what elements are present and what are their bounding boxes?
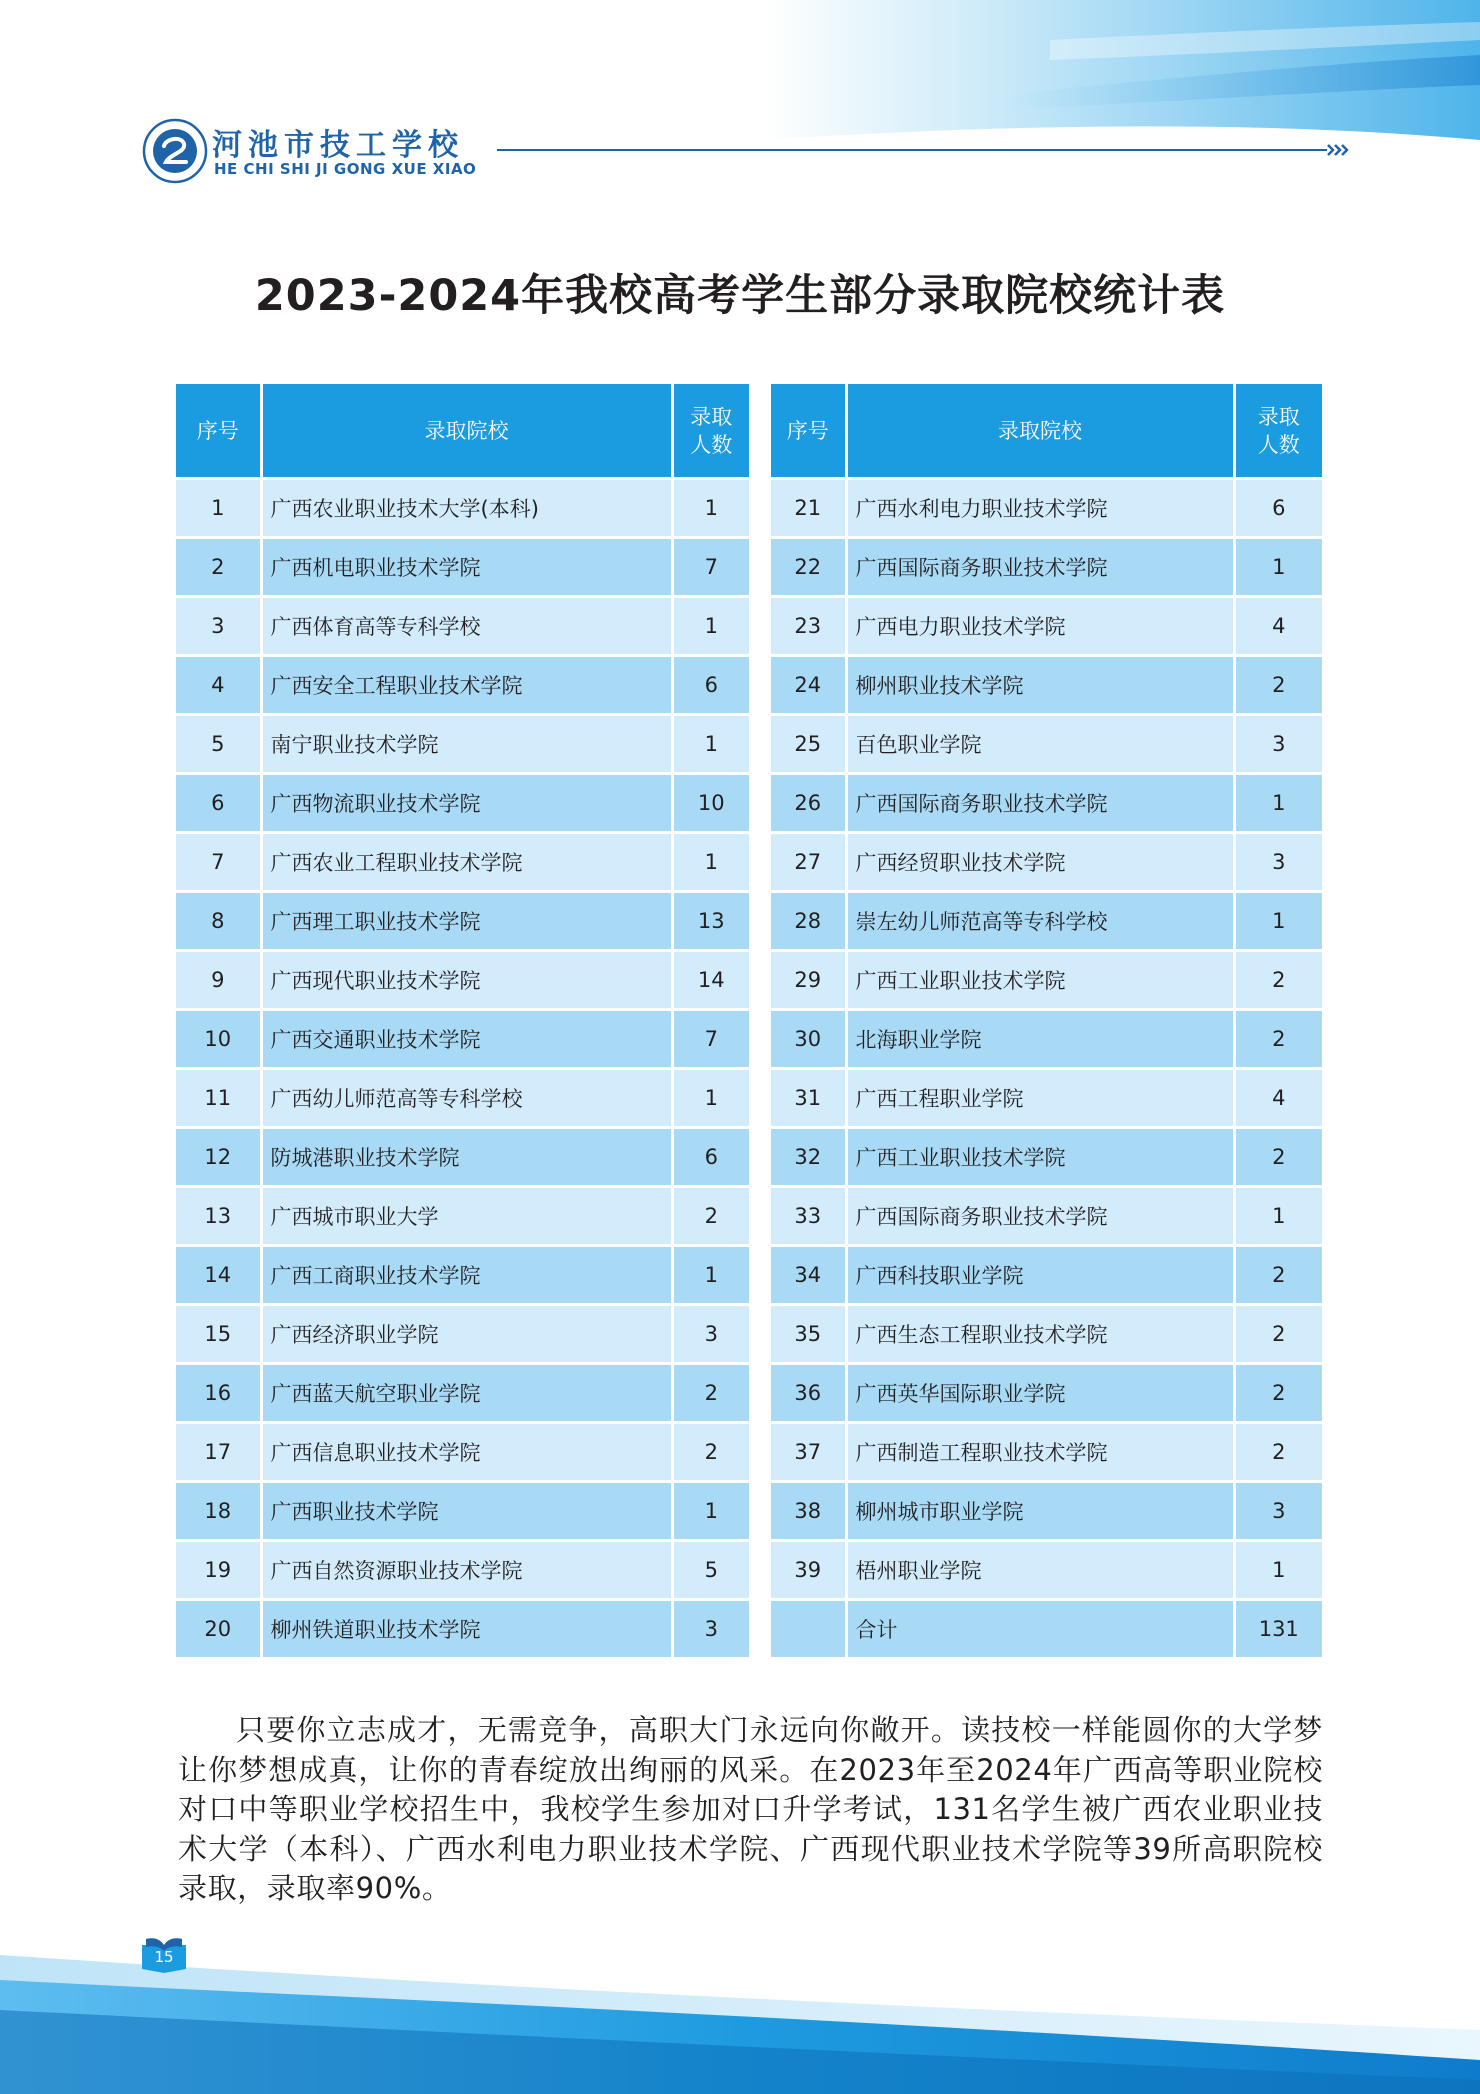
summary-paragraph — [178, 1711, 1323, 1909]
cell-count: 4 — [1234, 597, 1322, 656]
cell-school: 广西工业职业技术学院 — [846, 1128, 1234, 1187]
table-row — [771, 951, 1322, 1010]
table-row — [771, 1541, 1322, 1600]
table-row — [771, 479, 1322, 538]
cell-index: 24 — [771, 656, 846, 715]
cell-school: 广西农业工程职业技术学院 — [261, 833, 672, 892]
table-header-row — [176, 383, 749, 479]
table-row — [771, 1187, 1322, 1246]
header-index: 序号 — [176, 383, 261, 479]
cell-school: 百色职业学院 — [846, 715, 1234, 774]
cell-index: 21 — [771, 479, 846, 538]
cell-index: 9 — [176, 951, 261, 1010]
cell-school: 广西制造工程职业技术学院 — [846, 1423, 1234, 1482]
table-row — [771, 1246, 1322, 1305]
cell-index: 5 — [176, 715, 261, 774]
cell-school: 广西信息职业技术学院 — [261, 1423, 672, 1482]
cell-count: 2 — [1234, 1246, 1322, 1305]
cell-index: 27 — [771, 833, 846, 892]
summary-text: 只要你立志成才，无需竞争，高职大门永远向你敞开。读技校一样能圆你的大学梦让你梦想成真，让你的青春绽放出绚丽的风采。在2023年至2024年广西高等职业院校对口中等职业学校招生中，我校学生参加对口升学考试，131名学生被广西农业职业技术大学（本科）、广西水利电力职业技术学院、广西现代职业技术学院等39所高职院校录取，录取率90%。 — [178, 1713, 1323, 1905]
cell-school: 广西幼儿师范高等专科学校 — [261, 1069, 672, 1128]
cell-count: 1 — [672, 1069, 749, 1128]
table-row — [771, 597, 1322, 656]
cell-school: 广西安全工程职业技术学院 — [261, 656, 672, 715]
school-logo — [142, 118, 492, 184]
admission-table-right — [771, 381, 1322, 1660]
cell-school: 广西工程职业学院 — [846, 1069, 1234, 1128]
cell-count: 131 — [1234, 1600, 1322, 1659]
table-row — [771, 1482, 1322, 1541]
table-row — [176, 597, 749, 656]
cell-count: 2 — [1234, 1305, 1322, 1364]
table-row — [176, 1187, 749, 1246]
cell-index: 23 — [771, 597, 846, 656]
cell-index: 31 — [771, 1069, 846, 1128]
table-row — [771, 774, 1322, 833]
cell-count: 3 — [1234, 833, 1322, 892]
cell-count: 1 — [672, 479, 749, 538]
cell-count: 1 — [672, 833, 749, 892]
cell-school: 广西物流职业技术学院 — [261, 774, 672, 833]
table-row — [176, 479, 749, 538]
cell-index — [771, 1600, 846, 1659]
cell-count: 13 — [672, 892, 749, 951]
cell-count: 2 — [1234, 1364, 1322, 1423]
cell-index: 39 — [771, 1541, 846, 1600]
footer-wave-decoration — [0, 1920, 1480, 2094]
header-school: 录取院校 — [846, 383, 1234, 479]
cell-count: 6 — [1234, 479, 1322, 538]
cell-index: 3 — [176, 597, 261, 656]
header-count: 录取 人数 — [672, 383, 749, 479]
cell-count: 1 — [1234, 774, 1322, 833]
cell-count: 14 — [672, 951, 749, 1010]
cell-count: 1 — [1234, 1187, 1322, 1246]
cell-school: 柳州铁道职业技术学院 — [261, 1600, 672, 1659]
table-row — [176, 715, 749, 774]
cell-index: 19 — [176, 1541, 261, 1600]
header-rule — [497, 138, 1352, 162]
cell-count: 1 — [672, 715, 749, 774]
cell-school: 广西体育高等专科学校 — [261, 597, 672, 656]
table-row — [771, 1305, 1322, 1364]
cell-school: 防城港职业技术学院 — [261, 1128, 672, 1187]
school-emblem-icon — [142, 118, 208, 184]
cell-index: 17 — [176, 1423, 261, 1482]
cell-index: 13 — [176, 1187, 261, 1246]
cell-index: 8 — [176, 892, 261, 951]
cell-school: 广西现代职业技术学院 — [261, 951, 672, 1010]
cell-count: 1 — [1234, 892, 1322, 951]
cell-count: 4 — [1234, 1069, 1322, 1128]
cell-index: 26 — [771, 774, 846, 833]
table-row — [176, 1010, 749, 1069]
table-row — [176, 1069, 749, 1128]
table-row — [771, 1364, 1322, 1423]
table-row — [176, 951, 749, 1010]
table-row — [176, 1600, 749, 1659]
cell-school: 广西经济职业学院 — [261, 1305, 672, 1364]
cell-school: 广西国际商务职业技术学院 — [846, 1187, 1234, 1246]
cell-index: 30 — [771, 1010, 846, 1069]
cell-index: 16 — [176, 1364, 261, 1423]
cell-school: 广西科技职业学院 — [846, 1246, 1234, 1305]
cell-index: 14 — [176, 1246, 261, 1305]
cell-count: 1 — [672, 1482, 749, 1541]
cell-count: 6 — [672, 1128, 749, 1187]
school-name-cn: 河池市技工学校 — [212, 128, 464, 163]
table-row — [176, 1423, 749, 1482]
cell-count: 10 — [672, 774, 749, 833]
cell-index: 32 — [771, 1128, 846, 1187]
table-row — [771, 1423, 1322, 1482]
cell-count: 2 — [1234, 1128, 1322, 1187]
table-row — [176, 1128, 749, 1187]
cell-index: 18 — [176, 1482, 261, 1541]
cell-count: 1 — [1234, 1541, 1322, 1600]
cell-count: 2 — [672, 1364, 749, 1423]
admission-table-left — [176, 381, 749, 1660]
cell-index: 33 — [771, 1187, 846, 1246]
cell-count: 2 — [672, 1187, 749, 1246]
table-row — [176, 774, 749, 833]
cell-index: 37 — [771, 1423, 846, 1482]
table-row — [771, 656, 1322, 715]
cell-count: 1 — [1234, 538, 1322, 597]
cell-school: 合计 — [846, 1600, 1234, 1659]
cell-school: 广西城市职业大学 — [261, 1187, 672, 1246]
table-row — [771, 1069, 1322, 1128]
cell-school: 柳州城市职业学院 — [846, 1482, 1234, 1541]
cell-school: 南宁职业技术学院 — [261, 715, 672, 774]
page-title: 2023-2024年我校高考学生部分录取院校统计表 — [254, 271, 1226, 321]
cell-index: 22 — [771, 538, 846, 597]
cell-school: 广西工业职业技术学院 — [846, 951, 1234, 1010]
triple-chevron-icon — [1328, 145, 1347, 155]
table-row — [176, 1246, 749, 1305]
cell-school: 广西生态工程职业技术学院 — [846, 1305, 1234, 1364]
cell-school: 广西机电职业技术学院 — [261, 538, 672, 597]
cell-count: 2 — [1234, 1010, 1322, 1069]
header-count: 录取 人数 — [1234, 383, 1322, 479]
cell-index: 20 — [176, 1600, 261, 1659]
table-row — [771, 833, 1322, 892]
header-index: 序号 — [771, 383, 846, 479]
cell-school: 广西国际商务职业技术学院 — [846, 774, 1234, 833]
cell-school: 广西经贸职业技术学院 — [846, 833, 1234, 892]
cell-index: 6 — [176, 774, 261, 833]
cell-index: 36 — [771, 1364, 846, 1423]
cell-school: 梧州职业学院 — [846, 1541, 1234, 1600]
table-row — [771, 1128, 1322, 1187]
cell-school: 崇左幼儿师范高等专科学校 — [846, 892, 1234, 951]
table-row — [176, 538, 749, 597]
cell-index: 12 — [176, 1128, 261, 1187]
cell-school: 北海职业学院 — [846, 1010, 1234, 1069]
cell-school: 广西交通职业技术学院 — [261, 1010, 672, 1069]
table-row — [176, 892, 749, 951]
cell-index: 11 — [176, 1069, 261, 1128]
cell-school: 广西电力职业技术学院 — [846, 597, 1234, 656]
cell-index: 28 — [771, 892, 846, 951]
cell-school: 广西工商职业技术学院 — [261, 1246, 672, 1305]
cell-school: 广西理工职业技术学院 — [261, 892, 672, 951]
cell-count: 2 — [1234, 951, 1322, 1010]
cell-count: 1 — [672, 1246, 749, 1305]
cell-index: 4 — [176, 656, 261, 715]
cell-count: 2 — [1234, 1423, 1322, 1482]
cell-count: 7 — [672, 1010, 749, 1069]
cell-school: 广西英华国际职业学院 — [846, 1364, 1234, 1423]
table-row — [176, 656, 749, 715]
table-row — [771, 538, 1322, 597]
table-row — [176, 1305, 749, 1364]
cell-count: 7 — [672, 538, 749, 597]
cell-index: 1 — [176, 479, 261, 538]
cell-index: 35 — [771, 1305, 846, 1364]
header-school: 录取院校 — [261, 383, 672, 479]
cell-index: 15 — [176, 1305, 261, 1364]
cell-count: 5 — [672, 1541, 749, 1600]
cell-index: 38 — [771, 1482, 846, 1541]
table-row — [771, 1600, 1322, 1659]
table-row — [771, 892, 1322, 951]
cell-index: 29 — [771, 951, 846, 1010]
cell-count: 3 — [1234, 1482, 1322, 1541]
table-row — [176, 1364, 749, 1423]
table-row — [176, 1541, 749, 1600]
cell-count: 1 — [672, 597, 749, 656]
cell-count: 2 — [1234, 656, 1322, 715]
school-name-en: HE CHI SHI JI GONG XUE XIAO — [214, 160, 477, 178]
table-row — [771, 715, 1322, 774]
cell-school: 广西自然资源职业技术学院 — [261, 1541, 672, 1600]
table-row — [771, 1010, 1322, 1069]
table-row — [176, 1482, 749, 1541]
cell-count: 2 — [672, 1423, 749, 1482]
cell-index: 10 — [176, 1010, 261, 1069]
cell-count: 6 — [672, 656, 749, 715]
cell-school: 广西农业职业技术大学(本科) — [261, 479, 672, 538]
table-row — [176, 833, 749, 892]
cell-count: 3 — [1234, 715, 1322, 774]
cell-index: 7 — [176, 833, 261, 892]
cell-school: 柳州职业技术学院 — [846, 656, 1234, 715]
cell-count: 3 — [672, 1305, 749, 1364]
cell-school: 广西国际商务职业技术学院 — [846, 538, 1234, 597]
cell-index: 34 — [771, 1246, 846, 1305]
cell-school: 广西蓝天航空职业学院 — [261, 1364, 672, 1423]
page-number: 15 — [154, 1948, 174, 1966]
cell-index: 25 — [771, 715, 846, 774]
cell-school: 广西职业技术学院 — [261, 1482, 672, 1541]
cell-school: 广西水利电力职业技术学院 — [846, 479, 1234, 538]
cell-count: 3 — [672, 1600, 749, 1659]
cell-index: 2 — [176, 538, 261, 597]
table-header-row — [771, 383, 1322, 479]
